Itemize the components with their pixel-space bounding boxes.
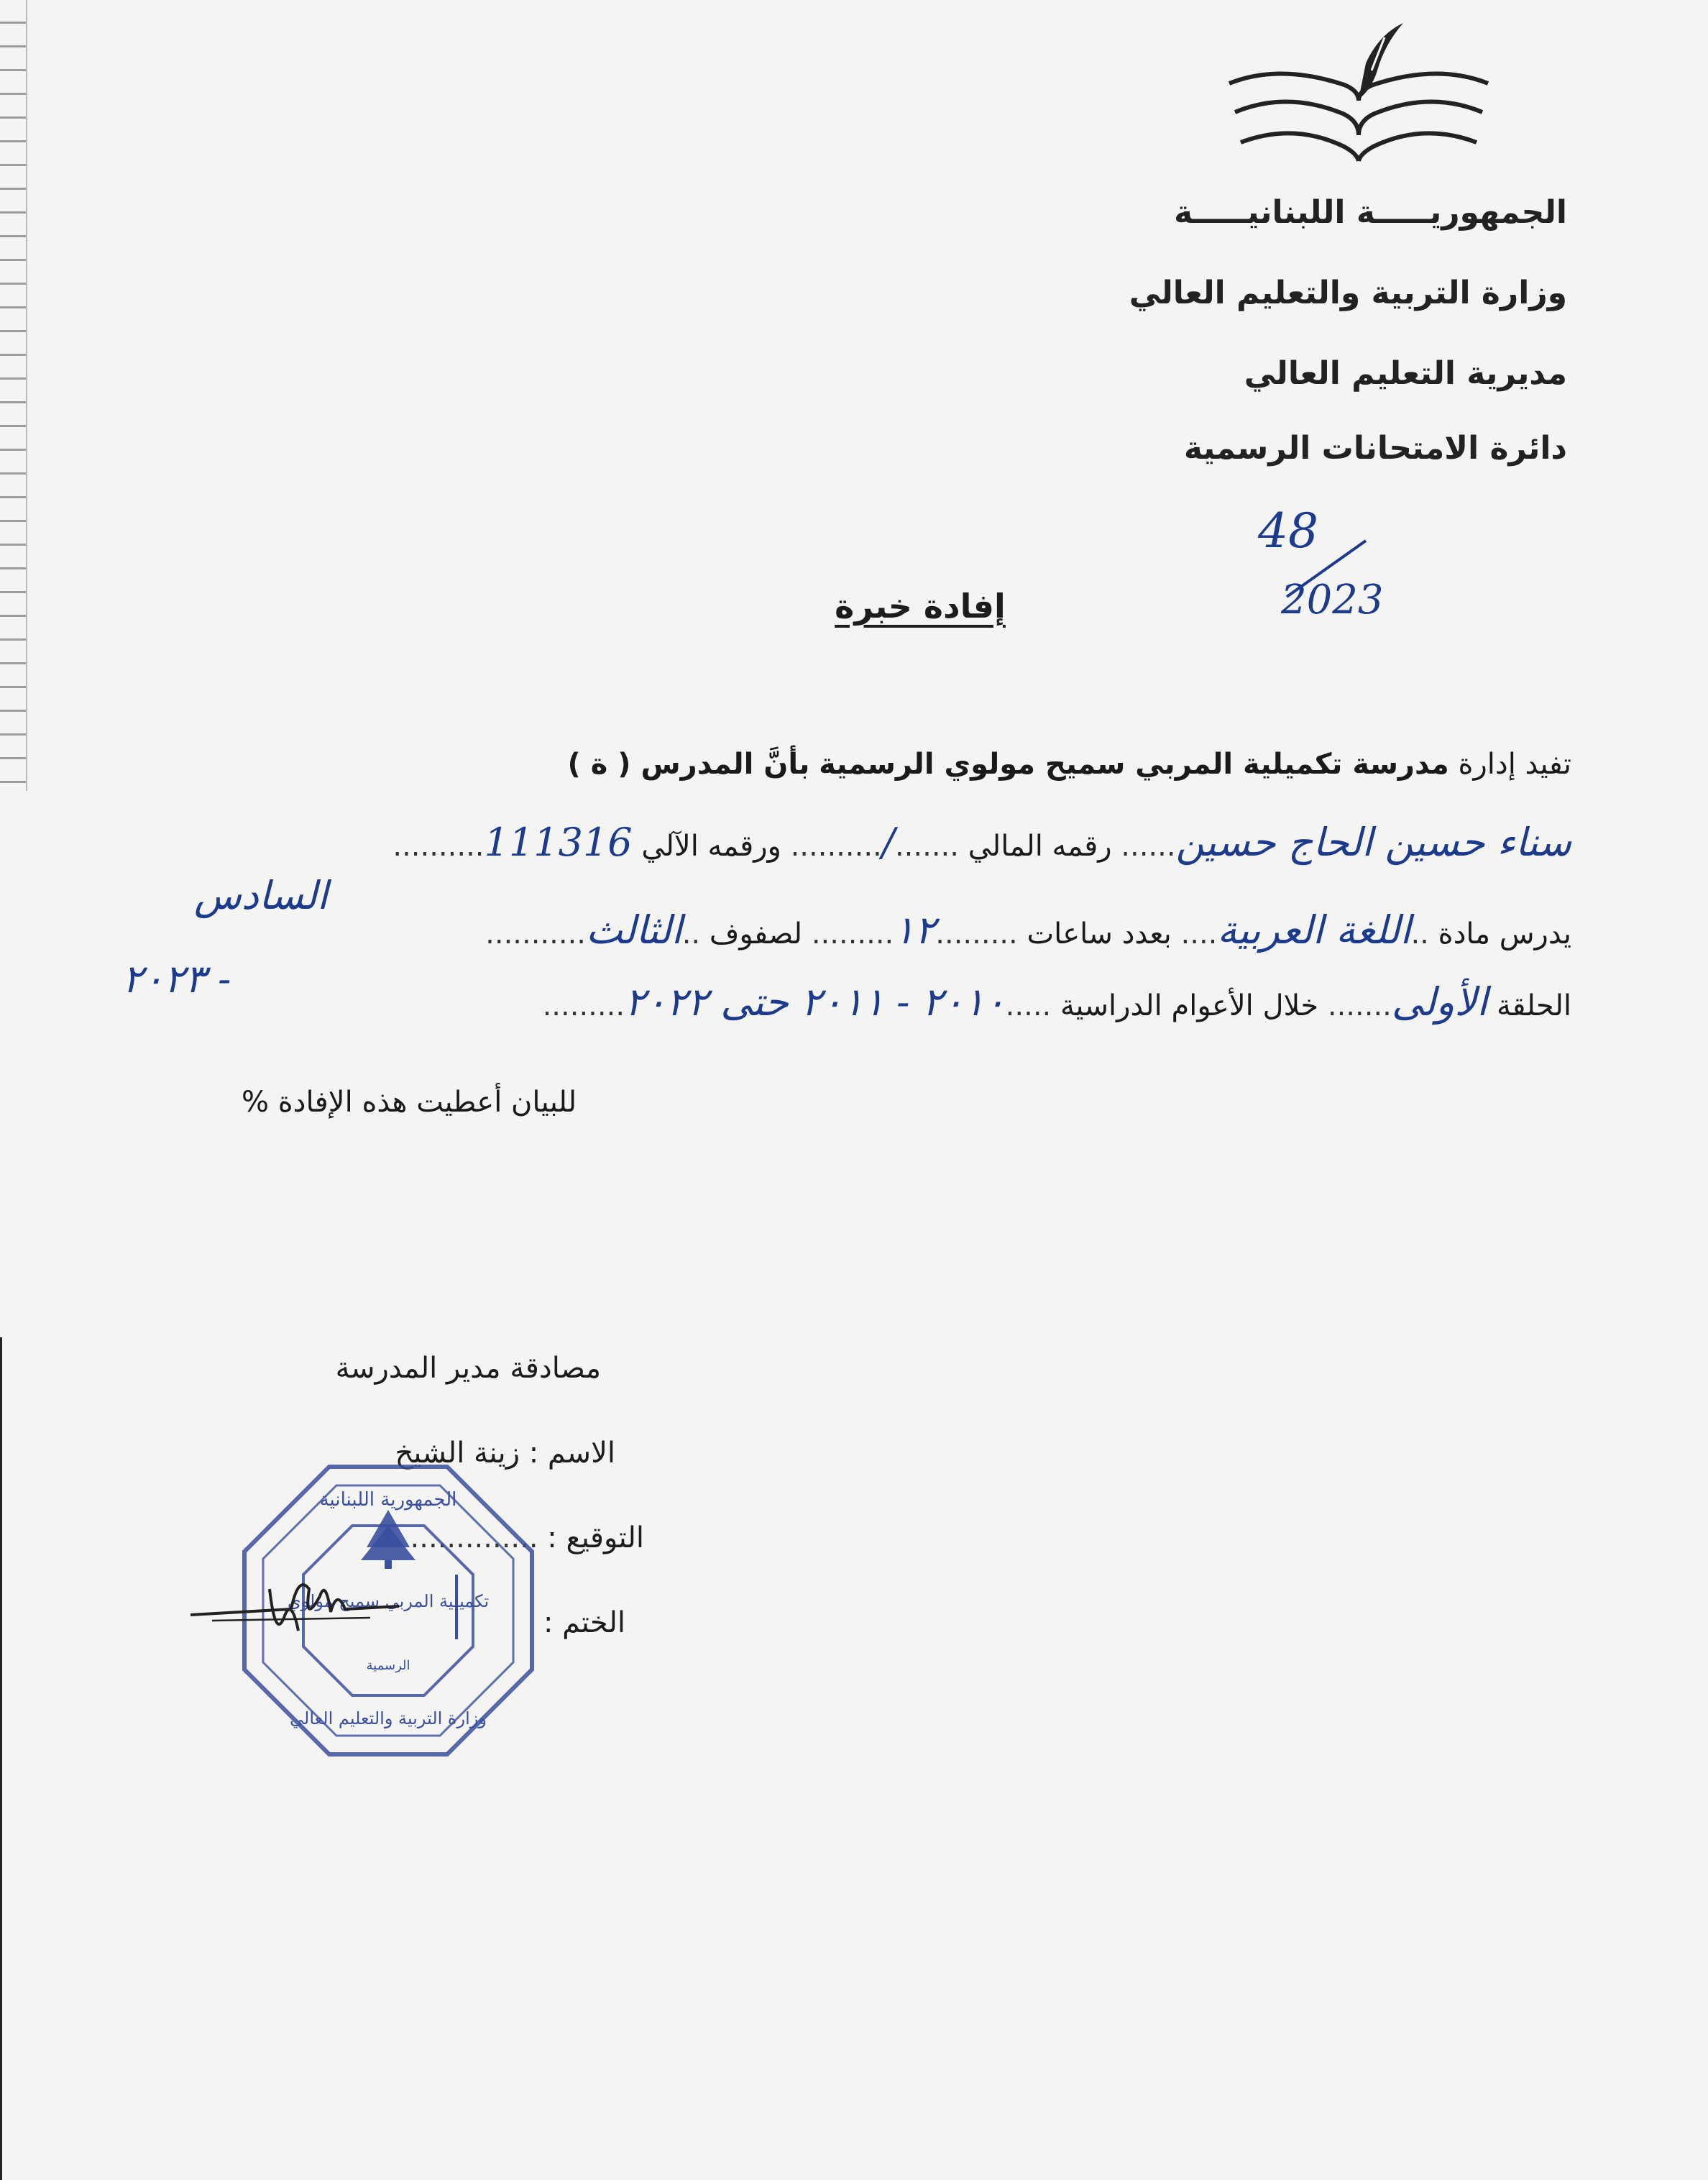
school-name: مدرسة تكميلية المربي سميح مولوي الرسمية	[819, 748, 1449, 781]
principal-name-label: الاسم :	[528, 1437, 615, 1470]
header-department: دائرة الامتحانات الرسمية	[1183, 430, 1567, 467]
computer-number-value: 111316	[484, 820, 633, 865]
years-value: ٢٠١٠ - ٢٠١١ حتى ٢٠٢٢	[625, 979, 1006, 1025]
stamp-top-text: الجمهورية اللبنانية	[319, 1489, 457, 1511]
reference-number-value: 48	[1258, 503, 1318, 559]
principal-seal-label: الختم :	[543, 1606, 625, 1639]
page-edge-lower	[0, 1337, 2, 2180]
stamp-center-text: تكميلية المربي سميح مولوي	[287, 1591, 490, 1611]
grades-value: الثالث	[586, 907, 682, 953]
principal-signature-row: التوقيع : ..............	[410, 1521, 644, 1554]
financial-number-label: رقمه المالي	[968, 830, 1112, 863]
header-ministry: وزارة التربية والتعليم العالي	[1129, 275, 1567, 311]
principal-name-value: زينة الشيخ	[395, 1437, 520, 1470]
grades-extra-value: السادس	[194, 873, 329, 918]
years-extra-value: - ٢٠٢٣	[122, 956, 231, 1002]
page-edge-marks	[0, 0, 26, 791]
subject-label: يدرس مادة	[1438, 917, 1571, 951]
principal-seal-row	[543, 1606, 625, 1639]
teacher-label: بأنَّ المدرس ( ة )	[567, 748, 810, 781]
principal-signature	[183, 1546, 428, 1654]
principal-approval-title: مصادقة مدير المدرسة	[335, 1352, 601, 1385]
reference-year-value: 2023	[1281, 577, 1384, 623]
header-republic: الجمهوريـــــة اللبنانيـــــة	[1174, 194, 1567, 231]
reference-number	[1251, 503, 1409, 640]
financial-number-value: /	[881, 820, 895, 865]
body-line-subject: يدرس مادة ..اللغة العربية.... بعدد ساعات .........١٢......... لصفوف ..الثالث...........	[485, 907, 1571, 953]
stamp-footer-text: الرسمية	[366, 1658, 410, 1673]
cycle-value: الأولى	[1391, 979, 1488, 1025]
years-label: خلال الأعوام الدراسية	[1060, 989, 1319, 1022]
body-line-teacher: سناء حسين الحاج حسين...... رقمه المالي ......./.......... ورقمه الآلي 111316..........	[392, 820, 1571, 865]
document-title: إفادة خبرة	[835, 587, 1006, 626]
header-directorate: مديرية التعليم العالي	[1244, 355, 1567, 392]
body-line-years: الحلقة الأولى....... خلال الأعوام الدراسية .....٢٠١٠ - ٢٠١١ حتى ٢٠٢٢.........	[542, 979, 1571, 1025]
closing-statement: للبيان أعطيت هذه الإفادة %	[242, 1086, 577, 1119]
cycle-label: الحلقة	[1496, 989, 1571, 1022]
open-book-quill-icon	[1215, 20, 1502, 164]
principal-signature-label: التوقيع :	[547, 1521, 644, 1554]
grades-label: لصفوف	[709, 917, 803, 951]
subject-value: اللغة العربية	[1217, 907, 1411, 953]
body-line-intro	[568, 748, 1571, 781]
intro-label: تفيد إدارة	[1458, 748, 1571, 781]
hours-value: ١٢	[894, 907, 936, 953]
teacher-name-value: سناء حسين الحاج حسين	[1175, 820, 1571, 865]
stamp-bottom-text: وزارة التربية والتعليم العالي	[290, 1708, 487, 1728]
computer-number-label: ورقمه الآلي	[641, 830, 781, 863]
hours-label: بعدد ساعات	[1027, 917, 1172, 951]
